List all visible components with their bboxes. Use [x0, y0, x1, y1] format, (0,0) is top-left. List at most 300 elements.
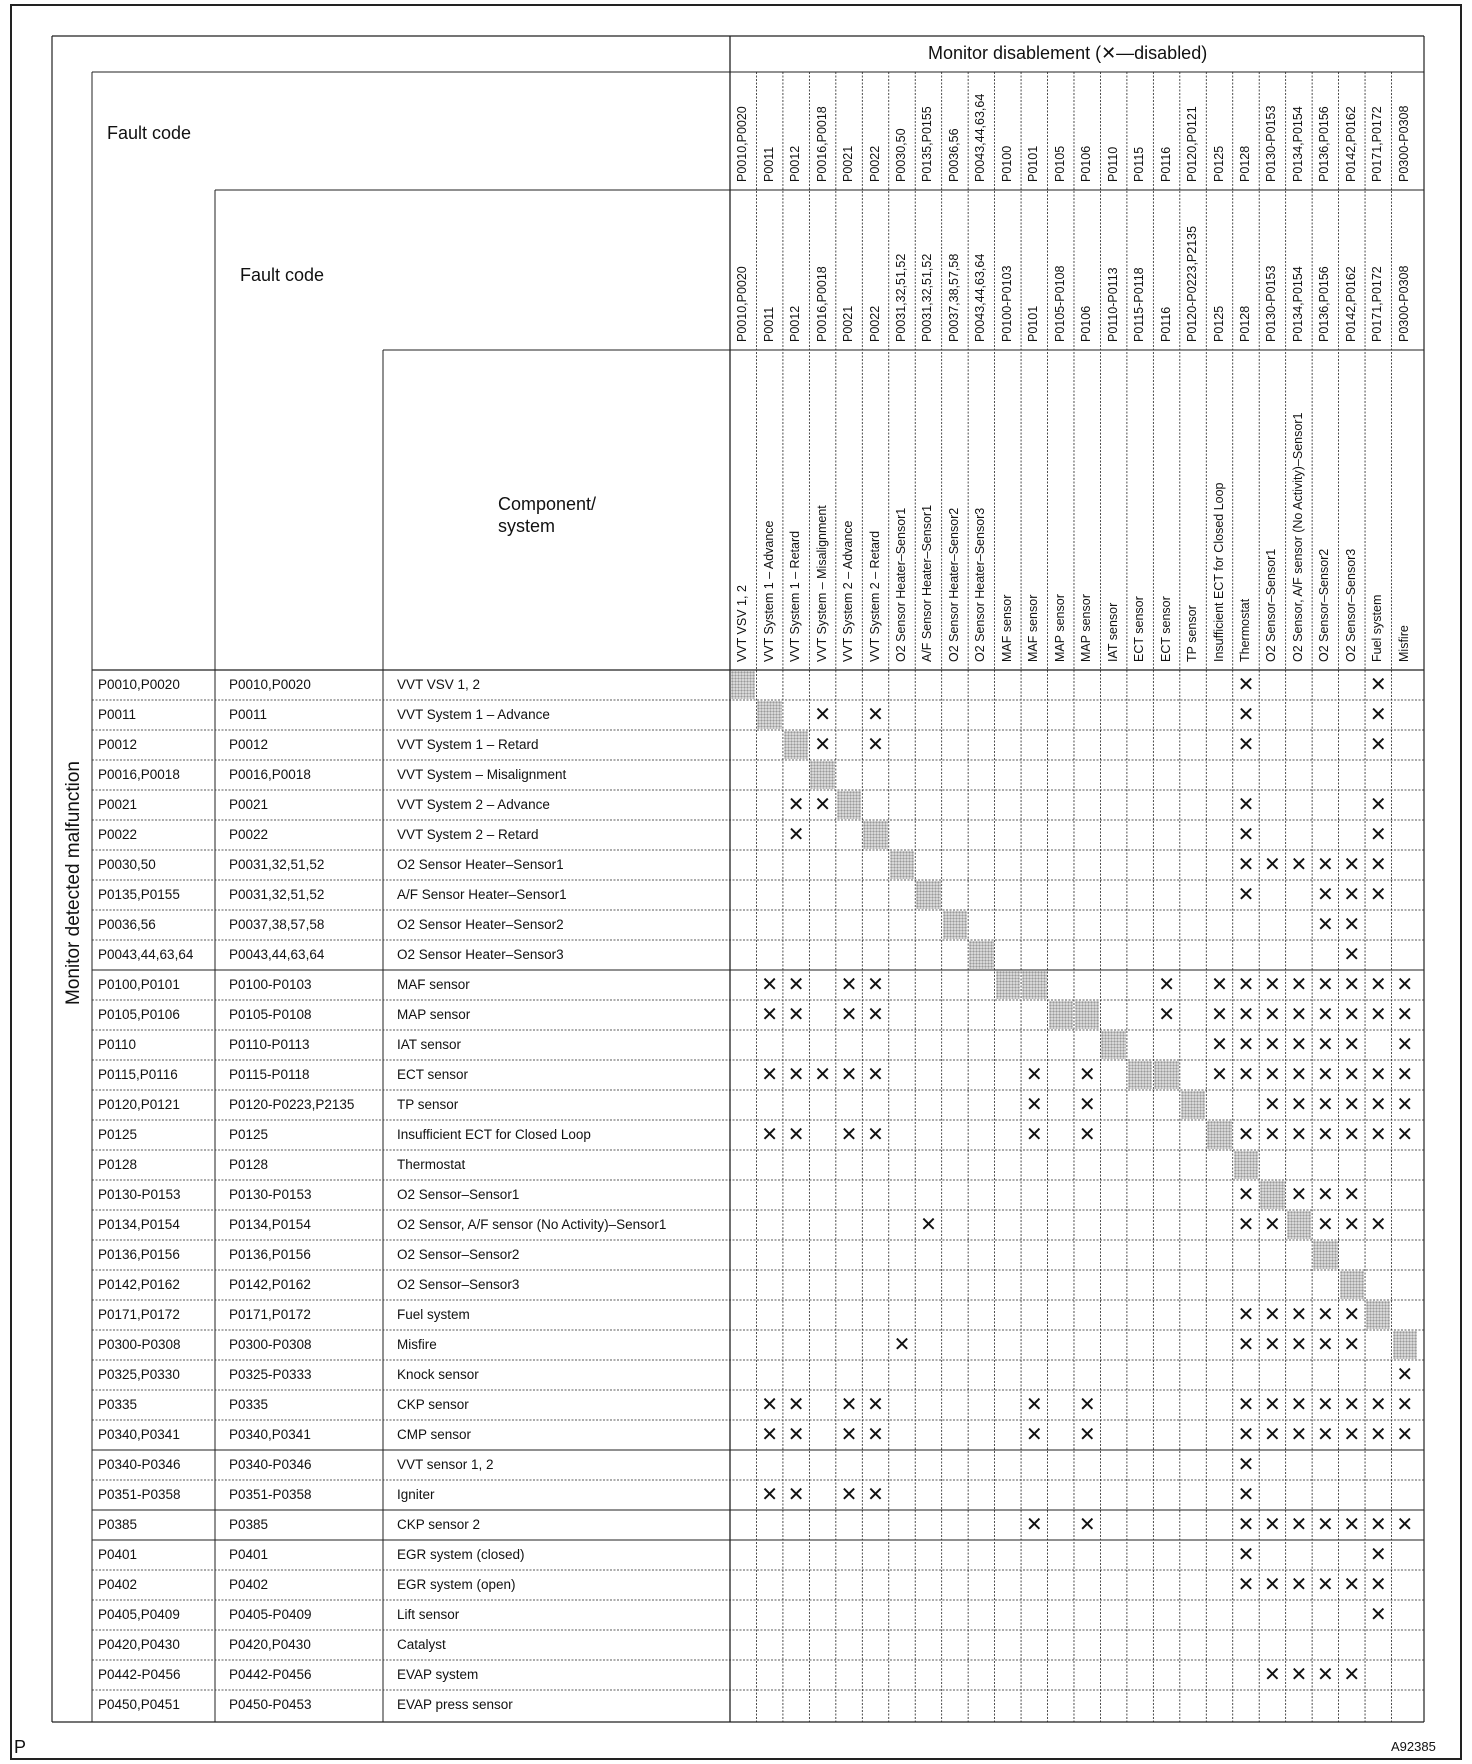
row-component-name: VVT System 1 – Retard — [397, 737, 539, 752]
row-component-name: Igniter — [397, 1487, 435, 1502]
row-fault-code-secondary: P0128 — [229, 1157, 269, 1172]
column-code-secondary: P0012 — [788, 305, 803, 342]
row-component-name: EVAP system — [397, 1667, 479, 1682]
disabled-x-mark: ✕ — [1369, 1544, 1387, 1566]
row-fault-code-secondary: P0011 — [229, 707, 268, 722]
fault-code-header-primary: Fault code — [107, 123, 192, 143]
disabled-x-mark: ✕ — [1237, 1004, 1255, 1026]
column-code-primary: P0110 — [1105, 146, 1120, 182]
disabled-x-mark: ✕ — [1343, 914, 1361, 936]
row-fault-code-primary: P0340-P0346 — [98, 1457, 181, 1472]
row-fault-code-primary: P0120,P0121 — [98, 1097, 180, 1112]
disabled-x-mark: ✕ — [1237, 1034, 1255, 1056]
row-fault-code-secondary: P0120-P0223,P2135 — [229, 1097, 355, 1112]
column-component-name: VVT System 2 – Advance — [841, 520, 856, 662]
disabled-x-mark: ✕ — [1078, 1124, 1096, 1146]
row-fault-code-primary: P0142,P0162 — [98, 1277, 180, 1292]
row-fault-code-primary: P0405,P0409 — [98, 1607, 180, 1622]
column-code-secondary: P0116 — [1158, 306, 1173, 342]
self-diagnosis-shaded-cell — [996, 971, 1020, 999]
disabled-x-mark: ✕ — [1316, 1304, 1334, 1326]
disabled-x-mark: ✕ — [814, 794, 831, 816]
disabled-x-mark: ✕ — [1025, 1094, 1043, 1116]
disabled-x-mark: ✕ — [1396, 1004, 1414, 1026]
column-code-secondary: P0022 — [867, 305, 882, 342]
column-code-secondary: P0171,P0172 — [1370, 266, 1385, 342]
row-component-name: O2 Sensor Heater–Sensor1 — [397, 857, 564, 872]
disabled-x-mark: ✕ — [867, 1394, 884, 1416]
row-fault-code-secondary: P0142,P0162 — [229, 1277, 311, 1292]
disabled-x-mark: ✕ — [1369, 794, 1387, 816]
disabled-x-mark: ✕ — [787, 794, 805, 816]
disabled-x-mark: ✕ — [1343, 1574, 1361, 1596]
disabled-x-mark: ✕ — [761, 1424, 779, 1446]
self-diagnosis-shaded-cell — [943, 911, 967, 939]
column-code-primary: P0022 — [867, 145, 882, 182]
column-component-name: ECT sensor — [1132, 596, 1147, 662]
disabled-x-mark: ✕ — [1290, 1094, 1308, 1116]
row-fault-code-primary: P0010,P0020 — [98, 677, 180, 692]
column-code-primary: P0043,44,63,64 — [973, 93, 988, 182]
disabled-x-mark: ✕ — [1237, 884, 1255, 906]
row-fault-code-secondary: P0110-P0113 — [229, 1037, 310, 1052]
disabled-x-mark: ✕ — [761, 974, 779, 996]
row-fault-code-secondary: P0130-P0153 — [229, 1187, 312, 1202]
disabled-x-mark: ✕ — [1343, 1004, 1361, 1026]
disabled-x-mark: ✕ — [1343, 944, 1361, 966]
row-component-name: Insufficient ECT for Closed Loop — [397, 1127, 591, 1142]
column-component-name: Thermostat — [1237, 598, 1252, 662]
disabled-x-mark: ✕ — [1078, 1424, 1096, 1446]
row-component-name: VVT System – Misalignment — [397, 767, 567, 782]
row-component-name: VVT sensor 1, 2 — [397, 1457, 494, 1472]
disabled-x-mark: ✕ — [1264, 1514, 1281, 1536]
column-component-name: Fuel system — [1370, 594, 1385, 662]
disabled-x-mark: ✕ — [1264, 1124, 1281, 1146]
column-component-name: MAP sensor — [1079, 594, 1094, 662]
disabled-x-mark: ✕ — [1211, 1064, 1228, 1086]
disabled-x-mark: ✕ — [1290, 974, 1308, 996]
row-fault-code-secondary: P0402 — [229, 1577, 269, 1592]
disabled-x-mark: ✕ — [1290, 1184, 1308, 1206]
disabled-x-mark: ✕ — [1369, 1574, 1387, 1596]
column-code-secondary: P0031,32,51,52 — [893, 253, 908, 342]
row-fault-code-secondary: P0442-P0456 — [229, 1667, 312, 1682]
row-component-name: CKP sensor 2 — [397, 1517, 481, 1532]
row-fault-code-primary: P0351-P0358 — [98, 1487, 181, 1502]
component-system-header: Component/ system — [498, 494, 597, 536]
column-code-secondary: P0021 — [841, 305, 856, 342]
disabled-x-mark: ✕ — [1369, 1604, 1387, 1626]
disabled-x-mark: ✕ — [761, 1064, 779, 1086]
disabled-x-mark: ✕ — [1264, 1574, 1281, 1596]
column-code-primary: P0021 — [841, 145, 856, 182]
disabled-x-mark: ✕ — [1264, 1004, 1281, 1026]
row-component-name: ECT sensor — [397, 1067, 469, 1082]
disabled-x-mark: ✕ — [867, 1484, 884, 1506]
column-component-name: VVT System 2 – Retard — [867, 530, 882, 662]
disabled-x-mark: ✕ — [1316, 884, 1334, 906]
self-diagnosis-shaded-cell — [969, 941, 993, 969]
disabled-x-mark: ✕ — [1369, 884, 1387, 906]
disabled-x-mark: ✕ — [1158, 974, 1175, 996]
row-component-name: EGR system (closed) — [397, 1547, 525, 1562]
disabled-x-mark: ✕ — [840, 974, 858, 996]
column-code-primary: P0030,50 — [893, 128, 908, 182]
column-code-primary: P0036,56 — [946, 128, 961, 182]
row-component-name: VVT VSV 1, 2 — [397, 677, 481, 692]
row-fault-code-primary: P0420,P0430 — [98, 1637, 180, 1652]
row-fault-code-primary: P0401 — [98, 1547, 138, 1562]
self-diagnosis-shaded-cell — [810, 761, 834, 789]
disabled-x-mark: ✕ — [1237, 1124, 1255, 1146]
disabled-x-mark: ✕ — [1343, 1214, 1361, 1236]
column-code-secondary: P0115-P0118 — [1132, 267, 1147, 342]
column-code-secondary: P0300-P0308 — [1396, 265, 1411, 342]
disabled-x-mark: ✕ — [1078, 1394, 1096, 1416]
row-fault-code-secondary: P0022 — [229, 827, 269, 842]
row-fault-code-secondary: P0016,P0018 — [229, 767, 311, 782]
row-fault-code-secondary: P0105-P0108 — [229, 1007, 312, 1022]
row-component-name: Thermostat — [397, 1157, 466, 1172]
disabled-x-mark: ✕ — [1316, 1064, 1334, 1086]
disabled-x-mark: ✕ — [1343, 1124, 1361, 1146]
row-fault-code-secondary: P0125 — [229, 1127, 269, 1142]
row-fault-code-secondary: P0171,P0172 — [229, 1307, 311, 1322]
disabled-x-mark: ✕ — [1343, 974, 1361, 996]
column-component-name: O2 Sensor, A/F sensor (No Activity)–Sensor1 — [1290, 412, 1305, 662]
column-component-name: TP sensor — [1185, 605, 1200, 662]
disabled-x-mark: ✕ — [840, 1424, 858, 1446]
row-fault-code-secondary: P0450-P0453 — [229, 1697, 312, 1712]
row-fault-code-secondary: P0401 — [229, 1547, 269, 1562]
disabled-x-mark: ✕ — [867, 1124, 884, 1146]
disabled-x-mark: ✕ — [1343, 854, 1361, 876]
row-fault-code-primary: P0030,50 — [98, 857, 156, 872]
row-fault-code-primary: P0171,P0172 — [98, 1307, 180, 1322]
disabled-x-mark: ✕ — [787, 1484, 805, 1506]
disabled-x-mark: ✕ — [1237, 1484, 1255, 1506]
disabled-x-mark: ✕ — [1316, 1424, 1334, 1446]
fault-code-header-secondary: Fault code — [240, 265, 325, 285]
disabled-x-mark: ✕ — [1237, 794, 1255, 816]
disabled-x-mark: ✕ — [867, 1064, 884, 1086]
column-code-primary: P0125 — [1211, 145, 1226, 182]
self-diagnosis-shaded-cell — [1022, 971, 1046, 999]
disabled-x-mark: ✕ — [787, 974, 805, 996]
row-component-name: O2 Sensor–Sensor3 — [397, 1277, 520, 1292]
disabled-x-mark: ✕ — [1396, 1394, 1414, 1416]
row-component-name: O2 Sensor–Sensor1 — [397, 1187, 520, 1202]
disabled-x-mark: ✕ — [867, 974, 884, 996]
row-fault-code-primary: P0105,P0106 — [98, 1007, 180, 1022]
column-code-secondary: P0016,P0018 — [814, 266, 829, 342]
disabled-x-mark: ✕ — [1396, 1064, 1414, 1086]
row-component-name: O2 Sensor Heater–Sensor2 — [397, 917, 564, 932]
disabled-x-mark: ✕ — [1078, 1064, 1096, 1086]
column-component-name: VVT System – Misalignment — [814, 505, 829, 662]
row-component-name: O2 Sensor–Sensor2 — [397, 1247, 520, 1262]
column-code-secondary: P0142,P0162 — [1343, 266, 1358, 342]
disabled-x-mark: ✕ — [1343, 884, 1361, 906]
row-fault-code-primary: P0115,P0116 — [98, 1067, 178, 1082]
disabled-x-mark: ✕ — [761, 1004, 779, 1026]
row-fault-code-primary: P0340,P0341 — [98, 1427, 180, 1442]
column-component-name: Insufficient ECT for Closed Loop — [1211, 482, 1226, 662]
column-code-secondary: P0011 — [761, 306, 776, 342]
disabled-x-mark: ✕ — [1290, 1064, 1308, 1086]
column-component-name: ECT sensor — [1158, 596, 1173, 662]
disabled-x-mark: ✕ — [1369, 1394, 1387, 1416]
disabled-x-mark: ✕ — [1343, 1514, 1361, 1536]
row-fault-code-primary: P0110 — [98, 1037, 137, 1052]
disabled-x-mark: ✕ — [1237, 1574, 1255, 1596]
disabled-x-mark: ✕ — [787, 1124, 805, 1146]
disabled-x-mark: ✕ — [1369, 1124, 1387, 1146]
row-component-name: MAP sensor — [397, 1007, 471, 1022]
row-component-name: Knock sensor — [397, 1367, 479, 1382]
row-fault-code-secondary: P0115-P0118 — [229, 1067, 310, 1082]
disabled-x-mark: ✕ — [1290, 1004, 1308, 1026]
row-component-name: MAF sensor — [397, 977, 470, 992]
column-component-name: MAF sensor — [1026, 594, 1041, 662]
row-fault-code-secondary: P0420,P0430 — [229, 1637, 311, 1652]
disabled-x-mark: ✕ — [1264, 1064, 1281, 1086]
self-diagnosis-shaded-cell — [757, 701, 781, 729]
disabled-x-mark: ✕ — [1290, 1034, 1308, 1056]
column-code-secondary: P0134,P0154 — [1290, 266, 1305, 342]
row-fault-code-primary: P0043,44,63,64 — [98, 947, 194, 962]
disabled-x-mark: ✕ — [1237, 674, 1255, 696]
row-fault-code-secondary: P0300-P0308 — [229, 1337, 312, 1352]
column-component-name: VVT System 1 – Retard — [788, 530, 803, 662]
self-diagnosis-shaded-cell — [1287, 1211, 1311, 1239]
row-fault-code-primary: P0450,P0451 — [98, 1697, 180, 1712]
disabled-x-mark: ✕ — [1369, 854, 1387, 876]
row-fault-code-primary: P0125 — [98, 1127, 138, 1142]
row-fault-code-primary: P0011 — [98, 707, 137, 722]
column-component-name: Misfire — [1396, 625, 1411, 662]
disabled-x-mark: ✕ — [1316, 1124, 1334, 1146]
disabled-x-mark: ✕ — [867, 1424, 884, 1446]
column-component-name: O2 Sensor Heater–Sensor3 — [973, 507, 988, 662]
disabled-x-mark: ✕ — [1316, 974, 1334, 996]
disabled-x-mark: ✕ — [1211, 974, 1228, 996]
self-diagnosis-shaded-cell — [1075, 1001, 1099, 1029]
disabled-x-mark: ✕ — [1316, 1034, 1334, 1056]
self-diagnosis-shaded-cell — [1260, 1181, 1284, 1209]
disabled-x-mark: ✕ — [1343, 1304, 1361, 1326]
disabled-x-mark: ✕ — [787, 824, 805, 846]
disabled-x-mark: ✕ — [893, 1334, 911, 1356]
row-component-name: TP sensor — [397, 1097, 459, 1112]
disabled-x-mark: ✕ — [867, 734, 884, 756]
column-code-secondary: P0120-P0223,P2135 — [1185, 225, 1200, 342]
column-code-secondary: P0010,P0020 — [735, 266, 750, 342]
disabled-x-mark: ✕ — [1316, 1094, 1334, 1116]
disabled-x-mark: ✕ — [814, 1064, 831, 1086]
column-component-name: O2 Sensor–Sensor2 — [1317, 548, 1332, 662]
row-fault-code-secondary: P0335 — [229, 1397, 269, 1412]
disabled-x-mark: ✕ — [1290, 1574, 1308, 1596]
row-fault-code-secondary: P0340,P0341 — [229, 1427, 311, 1442]
disabled-x-mark: ✕ — [761, 1484, 779, 1506]
self-diagnosis-shaded-cell — [1154, 1061, 1178, 1089]
row-component-name: Fuel system — [397, 1307, 470, 1322]
disabled-x-mark: ✕ — [920, 1214, 937, 1236]
row-fault-code-primary: P0300-P0308 — [98, 1337, 181, 1352]
disabled-x-mark: ✕ — [1237, 1394, 1255, 1416]
disabled-x-mark: ✕ — [1158, 1004, 1175, 1026]
column-component-name: O2 Sensor Heater–Sensor2 — [946, 507, 961, 662]
disabled-x-mark: ✕ — [1369, 1064, 1387, 1086]
row-fault-code-primary: P0012 — [98, 737, 138, 752]
disabled-x-mark: ✕ — [1396, 974, 1414, 996]
column-code-secondary: P0031,32,51,52 — [920, 253, 935, 342]
column-code-secondary: P0043,44,63,64 — [973, 253, 988, 342]
disabled-x-mark: ✕ — [1237, 974, 1255, 996]
disabled-x-mark: ✕ — [1025, 1394, 1043, 1416]
disabled-x-mark: ✕ — [1237, 1424, 1255, 1446]
column-code-primary: P0130-P0153 — [1264, 105, 1279, 182]
column-code-primary: P0134,P0154 — [1290, 106, 1305, 182]
row-fault-code-primary: P0325,P0330 — [98, 1367, 180, 1382]
disabled-x-mark: ✕ — [1369, 1424, 1387, 1446]
disabled-x-mark: ✕ — [1343, 1394, 1361, 1416]
disabled-x-mark: ✕ — [1316, 854, 1334, 876]
column-code-primary: P0300-P0308 — [1396, 105, 1411, 182]
self-diagnosis-shaded-cell — [916, 881, 940, 909]
row-fault-code-secondary: P0325-P0333 — [229, 1367, 312, 1382]
disabled-x-mark: ✕ — [1264, 854, 1281, 876]
self-diagnosis-shaded-cell — [1101, 1031, 1125, 1059]
row-fault-code-secondary: P0405-P0409 — [229, 1607, 312, 1622]
disabled-x-mark: ✕ — [1237, 1514, 1255, 1536]
self-diagnosis-shaded-cell — [1049, 1001, 1073, 1029]
column-code-primary: P0010,P0020 — [735, 106, 750, 182]
column-code-secondary: P0101 — [1026, 305, 1041, 342]
row-fault-code-secondary: P0031,32,51,52 — [229, 857, 325, 872]
disabled-x-mark: ✕ — [1264, 1664, 1281, 1686]
self-diagnosis-shaded-cell — [890, 851, 914, 879]
self-diagnosis-shaded-cell — [1366, 1301, 1390, 1329]
disabled-x-mark: ✕ — [1369, 824, 1387, 846]
column-code-secondary: P0130-P0153 — [1264, 265, 1279, 342]
column-component-name: O2 Sensor–Sensor3 — [1343, 548, 1358, 662]
disabled-x-mark: ✕ — [1264, 1334, 1281, 1356]
row-fault-code-secondary: P0351-P0358 — [229, 1487, 312, 1502]
table-title: Monitor disablement (✕—disabled) — [928, 43, 1208, 63]
column-code-primary: P0012 — [788, 145, 803, 182]
column-component-name: VVT VSV 1, 2 — [735, 585, 750, 662]
column-code-primary: P0105 — [1052, 145, 1067, 182]
disabled-x-mark: ✕ — [814, 704, 831, 726]
disabled-x-mark: ✕ — [787, 1394, 805, 1416]
disabled-x-mark: ✕ — [1025, 1424, 1043, 1446]
disabled-x-mark: ✕ — [1025, 1124, 1043, 1146]
disabled-x-mark: ✕ — [840, 1064, 858, 1086]
self-diagnosis-shaded-cell — [1313, 1241, 1337, 1269]
disabled-x-mark: ✕ — [1396, 1034, 1414, 1056]
column-component-name: A/F Sensor Heater–Sensor1 — [920, 504, 935, 662]
disabled-x-mark: ✕ — [1343, 1334, 1361, 1356]
row-fault-code-primary: P0036,56 — [98, 917, 156, 932]
column-code-primary: P0120,P0121 — [1185, 106, 1200, 182]
disabled-x-mark: ✕ — [1369, 1094, 1387, 1116]
row-component-name: EGR system (open) — [397, 1577, 516, 1592]
column-component-name: IAT sensor — [1105, 602, 1120, 662]
column-code-primary: P0016,P0018 — [814, 106, 829, 182]
disabled-x-mark: ✕ — [1264, 1034, 1281, 1056]
row-component-name: IAT sensor — [397, 1037, 462, 1052]
row-component-name: Catalyst — [397, 1637, 446, 1652]
row-component-name: O2 Sensor Heater–Sensor3 — [397, 947, 564, 962]
row-fault-code-primary: P0402 — [98, 1577, 138, 1592]
column-code-primary: P0106 — [1079, 145, 1094, 182]
column-code-secondary: P0125 — [1211, 305, 1226, 342]
disabled-x-mark: ✕ — [840, 1124, 858, 1146]
self-diagnosis-shaded-cell — [1340, 1271, 1364, 1299]
disabled-x-mark: ✕ — [1343, 1094, 1361, 1116]
row-fault-code-secondary: P0043,44,63,64 — [229, 947, 325, 962]
disabled-x-mark: ✕ — [1290, 1424, 1308, 1446]
row-fault-code-secondary: P0037,38,57,58 — [229, 917, 325, 932]
disabled-x-mark: ✕ — [761, 1124, 779, 1146]
disabled-x-mark: ✕ — [1396, 1124, 1414, 1146]
disabled-x-mark: ✕ — [1369, 1214, 1387, 1236]
disabled-x-mark: ✕ — [1396, 1094, 1414, 1116]
disabled-x-mark: ✕ — [1316, 1394, 1334, 1416]
column-component-name: VVT System 1 – Advance — [761, 520, 776, 662]
disabled-x-mark: ✕ — [1316, 1214, 1334, 1236]
disabled-x-mark: ✕ — [1211, 1034, 1228, 1056]
disabled-x-mark: ✕ — [1237, 1334, 1255, 1356]
column-code-primary: P0135,P0155 — [920, 106, 935, 182]
column-code-secondary: P0136,P0156 — [1317, 266, 1332, 342]
self-diagnosis-shaded-cell — [1128, 1061, 1152, 1089]
disabled-x-mark: ✕ — [1025, 1064, 1043, 1086]
row-fault-code-primary: P0021 — [98, 797, 138, 812]
row-component-name: VVT System 1 – Advance — [397, 707, 550, 722]
disabled-x-mark: ✕ — [1290, 1334, 1308, 1356]
disabled-x-mark: ✕ — [1316, 1514, 1334, 1536]
row-fault-code-primary: P0134,P0154 — [98, 1217, 180, 1232]
disabled-x-mark: ✕ — [1237, 1214, 1255, 1236]
disabled-x-mark: ✕ — [840, 1394, 858, 1416]
self-diagnosis-shaded-cell — [784, 731, 808, 759]
disabled-x-mark: ✕ — [1078, 1514, 1096, 1536]
row-fault-code-secondary: P0031,32,51,52 — [229, 887, 325, 902]
column-code-secondary: P0106 — [1079, 305, 1094, 342]
disabled-x-mark: ✕ — [1369, 674, 1387, 696]
disabled-x-mark: ✕ — [1316, 1334, 1334, 1356]
column-component-name: MAP sensor — [1052, 594, 1067, 662]
disabled-x-mark: ✕ — [1264, 974, 1281, 996]
figure-id: A92385 — [1391, 1739, 1436, 1754]
disabled-x-mark: ✕ — [1237, 704, 1255, 726]
column-code-primary: P0115 — [1132, 146, 1147, 182]
disabled-x-mark: ✕ — [1369, 1514, 1387, 1536]
row-fault-code-secondary: P0021 — [229, 797, 269, 812]
disabled-x-mark: ✕ — [1316, 1004, 1334, 1026]
row-fault-code-primary: P0335 — [98, 1397, 138, 1412]
disabled-x-mark: ✕ — [1290, 1394, 1308, 1416]
row-fault-code-secondary: P0340-P0346 — [229, 1457, 312, 1472]
disabled-x-mark: ✕ — [1316, 914, 1334, 936]
row-fault-code-primary: P0130-P0153 — [98, 1187, 181, 1202]
disabled-x-mark: ✕ — [1316, 1664, 1334, 1686]
disabled-x-mark: ✕ — [1369, 704, 1387, 726]
